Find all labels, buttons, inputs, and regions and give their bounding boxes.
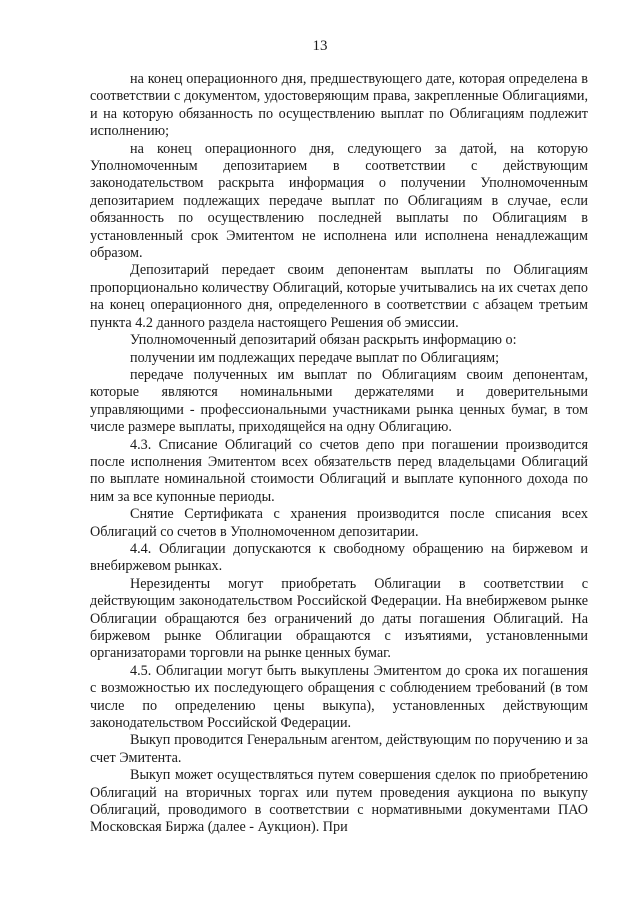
paragraph-10: Нерезиденты могут приобретать Облигации в соответствии с действующим законодательством Российской Федерации. На внебиржевом рынке Облигации обращаются без ограничений до даты погашения Облигаций. На биржевом рынке Облигации обращаются с изъятиями, установленными организаторами торговли на рынке ценных бумаг.	[90, 575, 588, 662]
page-number: 13	[312, 38, 328, 54]
document-body	[90, 71, 588, 837]
paragraph-1: на конец операционного дня, предшествующего дате, которая определена в соответствии с документом, удостоверяющим права, закрепленные Облигациями, и на которую обязанность по осуществлению выплат по Облигациям подлежит исполнению;	[90, 71, 588, 140]
paragraph-7: 4.3. Списание Облигаций со счетов депо при погашении производится после исполнения Эмитентом всех обязательств перед владельцами Облигаций по выплате номинальной стоимости Облигаций и выплате купонного дохода по ним за все купонные периоды.	[90, 436, 588, 505]
paragraph-8: Снятие Сертификата с хранения производится после списания всех Облигаций со счетов в Уполномоченном депозитарии.	[90, 506, 588, 540]
paragraph-5: получении им подлежащих передаче выплат по Облигациям;	[130, 349, 500, 366]
paragraph-3: Депозитарий передает своим депонентам выплаты по Облигациям пропорционально количеству Облигаций, которые учитывались на их счетах депо на конец операционного дня, определенного в соответствии с абзацем третьим пункта 4.2 данного раздела настоящего Решения об эмиссии.	[90, 262, 588, 331]
paragraph-12: Выкуп проводится Генеральным агентом, действующим по поручению и за счет Эмитента.	[90, 732, 588, 766]
paragraph-9: 4.4. Облигации допускаются к свободному обращению на биржевом и внебиржевом рынках.	[90, 540, 588, 575]
paragraph-6: передаче полученных им выплат по Облигациям своим депонентам, которые являются номинальными держателями и доверительными управляющими - профессиональными участниками рынка ценных бумаг, в том числе размере выплаты, приходящейся на одну Облигацию.	[90, 366, 588, 436]
paragraph-2: на конец операционного дня, следующего за датой, на которую Уполномоченным депозитарием в соответствии с действующим законодательством раскрыта информация о получении Уполномоченным депозитарием подлежащих передаче выплат по Облигациям в случае, если обязанность по осуществлению последней выплаты по Облигациям в установленный срок Эмитентом не исполнена или исполнена ненадлежащим образом.	[90, 140, 588, 262]
paragraph-11: 4.5. Облигации могут быть выкуплены Эмитентом до срока их погашения с возможностью их последующего обращения с соблюдением требований (в том числе по определению цены выкупа), установленных действующим законодательством Российской Федерации.	[90, 662, 588, 732]
paragraph-4: Уполномоченный депозитарий обязан раскрыть информацию о:	[130, 332, 517, 349]
paragraph-13: Выкуп может осуществляться путем совершения сделок по приобретению Облигаций на вторичных торгах или путем проведения аукциона по выкупу Облигаций, проводимого в соответствии с нормативными документами ПАО Московская Биржа (далее - Аукцион). При	[90, 767, 588, 836]
